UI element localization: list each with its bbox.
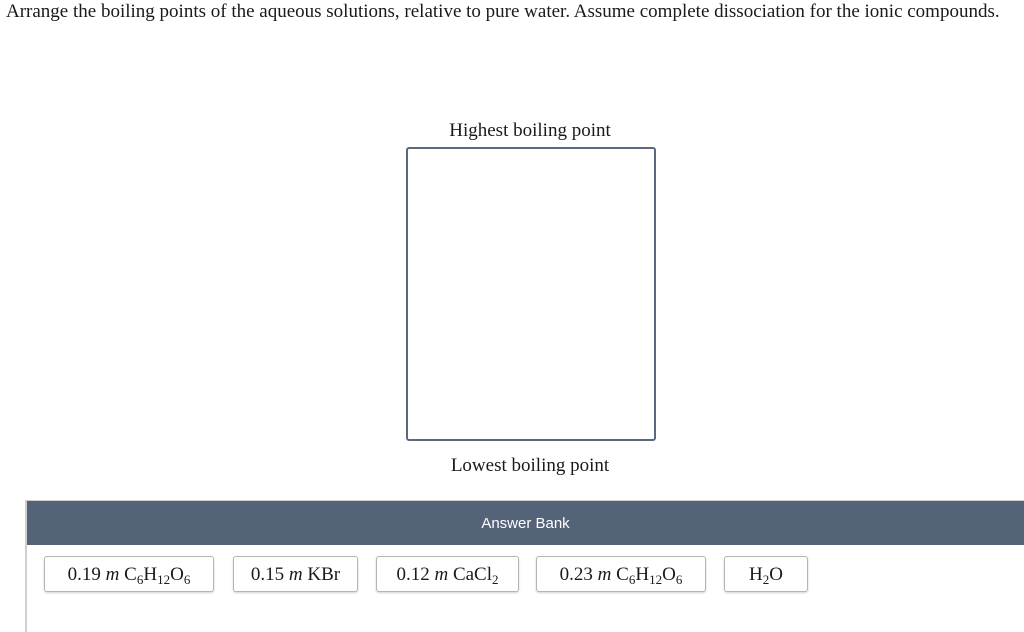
lowest-boiling-point-label: Lowest boiling point (450, 455, 610, 476)
answer-bank-header: Answer Bank (27, 501, 1024, 545)
tile-formula: KBr (307, 564, 341, 585)
answer-bank-items (27, 545, 1024, 631)
tile-unit: m (434, 564, 449, 585)
tile-formula: $C_6H_{12}O_6$ (124, 564, 191, 587)
tile-unit: m (105, 564, 120, 585)
question-prompt: Arrange the boiling points of the aqueous solutions, relative to pure water. Assume complete dissociation for the ionic compounds. (6, 1, 1000, 22)
answer-tile-glucose-0.23[interactable] (536, 556, 706, 592)
answer-bank (25, 500, 1024, 632)
answer-tile-cacl2-0.12[interactable] (376, 556, 519, 592)
tile-amount: 0.23 (559, 564, 593, 585)
highest-boiling-point-label: Highest boiling point (449, 120, 611, 141)
tile-formula: $H_2O$ (749, 564, 783, 587)
tile-unit: m (597, 564, 612, 585)
tile-amount: 0.19 (67, 564, 101, 585)
tile-amount: 0.12 (396, 564, 430, 585)
answer-tile-glucose-0.19[interactable] (44, 556, 214, 592)
tile-formula: CaCl$_2$ (452, 564, 499, 587)
answer-tile-kbr-0.15[interactable] (233, 556, 358, 592)
tile-unit: m (288, 564, 303, 585)
ranking-drop-zone[interactable] (406, 147, 656, 441)
tile-formula: $C_6H_{12}O_6$ (616, 564, 683, 587)
tile-amount: 0.15 (250, 564, 285, 585)
answer-tile-water[interactable] (724, 556, 808, 592)
